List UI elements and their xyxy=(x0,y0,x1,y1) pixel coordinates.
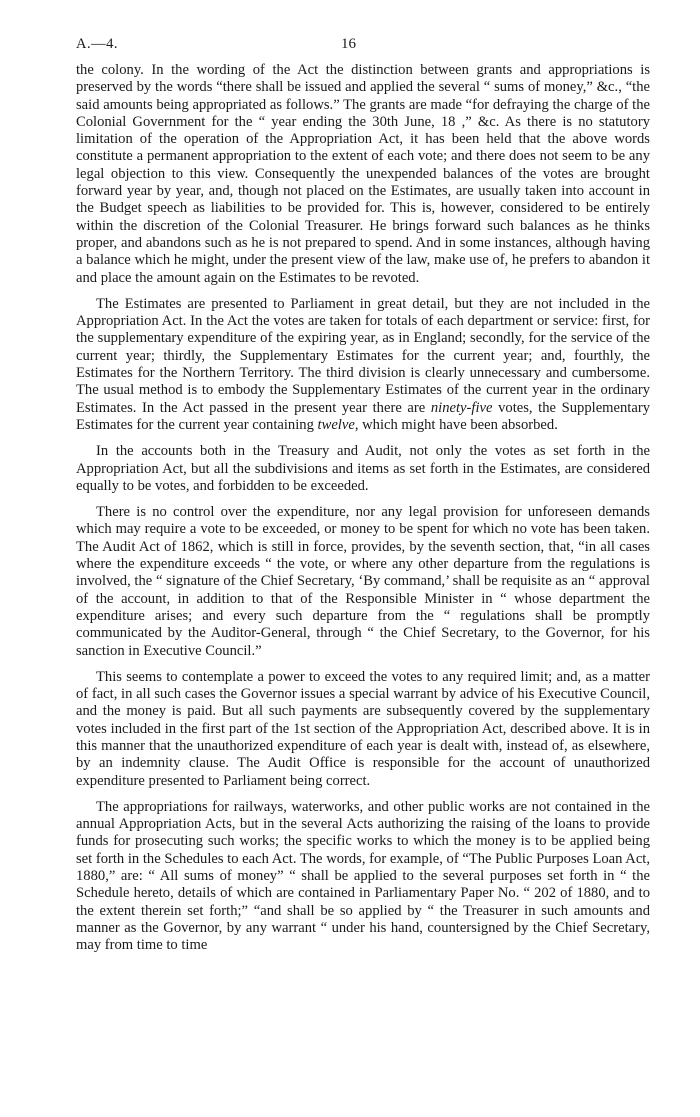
paragraph-3 xyxy=(76,443,650,495)
italic-text: twelve xyxy=(317,416,355,433)
italic-text: ninety-five xyxy=(430,399,493,416)
paragraph-text: the colony. In the wording of the Act the distinction between grants and appropriations is preserved by the words “there shall be issued and applied the several “ sums of money,” &c., “the said amounts being appropriated as follows.” The grants are made “for defraying the charge of the Colonial Government for the “ year ending the 30th June, 18 ,” &c. As there is no statutory limitation of the operation of the Appropriation Act, it has been held that the above words constitute a permanent appropriation to the extent of each vote; and there does not seem to be any legal objection to this view. Consequently the unexpended balances of the votes are brought forward year by year, and, though not placed on the Estimates, are usually taken into account in the Budget speech as liabilities to be provided for. This is, however, considered to be entirely within the discretion of the Colonial Treasurer. He brings forward such balances as he thinks proper, and abandons such as he is not prepared to spend. And in some instances, although having a balance which he might, under the present view of the law, make use of, he prefers to abandon it and place the amount again on the Estimates to be revoted. xyxy=(76,62,650,286)
paragraph-text: In the accounts both in the Treasury and Audit, not only the votes as set forth in the Appropriation Act, but all the subdivisions and items as set forth in the Estimates, are considered equally to be votes, and forbidden to be exceeded. xyxy=(76,443,650,494)
paragraph-2 xyxy=(76,296,650,434)
paragraph-text: This seems to contemplate a power to exceed the votes to any required limit; and, as a matter of fact, in all such cases the Governor issues a special warrant by advice of his Executive Council, and the money is paid. But all such payments are subsequently covered by the supplementary votes included in the first part of the 1st section of the Appropriation Act, described above. It is in this manner that the unauthorized expenditure of each year is dealt with, instead of, as elsewhere, by an indemnity clause. The Audit Office is responsible for the account of unauthorized expenditure presented to Parliament being correct. xyxy=(76,668,650,789)
page-number: 16 xyxy=(341,36,356,52)
page-header xyxy=(76,36,650,56)
body-text xyxy=(76,62,650,955)
paragraph-text: , which might have been absorbed. xyxy=(354,416,558,433)
paragraph-5 xyxy=(76,669,650,790)
paragraph-text: The Estimates are presented to Parliament in great detail, but they are not included in the Appropriation Act. In the Act the votes are taken for totals of each department or service: first, for the supplementary expenditure of the expiring year, as in England; secondly, for the service of the current year; thirdly, the Supplementary Estimates for the current year; and, fourthly, the Estimates for the Northern Territory. The third division is clearly unnecessary and cumbersome. The usual method is to embody the Supplementary Estimates of the current year in the ordinary Estimates. In the Act passed in the present year there are xyxy=(76,295,650,416)
document-reference: A.—4. xyxy=(76,36,118,52)
paragraph-4 xyxy=(76,504,650,660)
paragraph-text: The appropriations for railways, waterworks, and other public works are not contained in the annual Appropriation Acts, but in the several Acts authorizing the raising of the loans to provide funds for prosecuting such works; the specific works to which the money is to be applied being set forth in the Schedules to each Act. The words, for example, of “The Public Purposes Loan Act, 1880,” are: “ All sums of money” “ shall be applied to the several purposes set forth in “ the Schedule hereto, details of which are contained in Parliamentary Paper No. “ 202 of 1880, and to the extent therein set forth;” “and shall be so applied by “ the Treasurer in such amounts and manner as the Governor, by any warrant “ under his hand, countersigned by the Chief Secretary, may from time to time xyxy=(76,798,651,954)
paragraph-1 xyxy=(76,62,650,287)
paragraph-6 xyxy=(76,799,650,955)
paragraph-text: votes, the Supplementary Estimates for the current year containing xyxy=(76,399,650,433)
document-page xyxy=(76,36,650,955)
paragraph-text: There is no control over the expenditure, nor any legal provision for unforeseen demands which may require a vote to be exceeded, or money to be spent for which no vote has been taken. The Audit Act of 1862, which is still in force, provides, by the seventh section, that, “in all cases where the expenditure exceeds “ the vote, or where any other departure from the regulations is involved, the “ signature of the Chief Secretary, ‘By command,’ shall be requisite as an “ approval of the account, in addition to that of the Responsible Minister in “ whose department the expenditure arises; and every such departure from the “ regulations shall be promptly communicated by the Auditor-General, through “ the Chief Secretary, to the Governor, for his sanction in Executive Council.” xyxy=(76,504,650,659)
